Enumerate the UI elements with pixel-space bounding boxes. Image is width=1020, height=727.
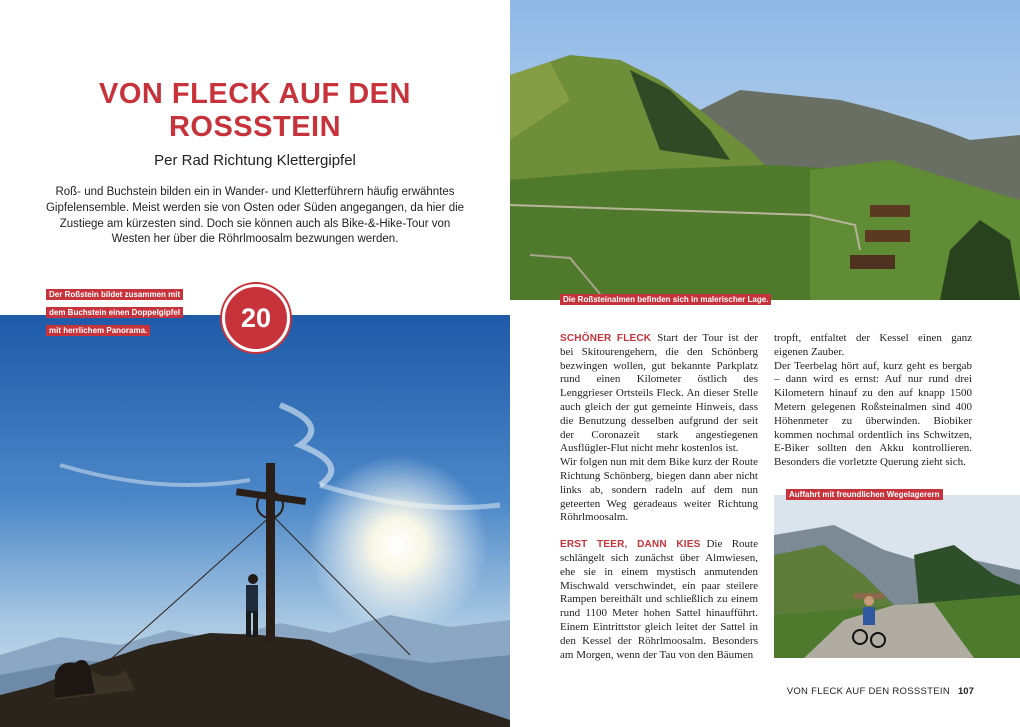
intro-paragraph: Roß- und Buchstein bilden ein in Wander- und Kletterführern häufig erwähntes Gipfelensemble. Meist werden sie von Osten oder Süden angegangen, da hier die Zustiege am kürzesten sind. Doch sie können auch als Bike-&-Hike-Tour von Westen her über die Röhrlmoosalm bezwungen werden.: [45, 186, 465, 246]
section-body: tropft, entfaltet der Kessel einen ganz eigenen Zauber.: [774, 332, 972, 358]
summit-caption-line: Der Roßstein bildet zusammen mit: [46, 289, 183, 300]
page-number: 107: [958, 686, 974, 697]
section-heading: ERST TEER, DANN KIES: [560, 539, 701, 551]
article-subtitle: Per Rad Richtung Klettergipfel: [154, 152, 356, 169]
alm-caption: Die Roßsteinalmen befinden sich in malerischer Lage.: [560, 294, 771, 305]
section-body: Wir folgen nun mit dem Bike kurz der Route Richtung Schönberg, biegen dann aber nicht links ab, sondern radeln auf dem nun geteerten Weg geradeaus weiter Richtung Röhrlmoosalm.: [560, 456, 758, 524]
summit-caption-line: dem Buchstein einen Doppelgipfel: [46, 307, 183, 318]
section-erst-teer: [560, 538, 758, 662]
section-schoener-fleck: [560, 332, 758, 456]
section-body: Der Teerbelag hört auf, kurz geht es bergab – dann wird es ernst: Auf nur rund drei Kilometern hinauf zu den auf knapp 1500 Metern gelegenen Roßsteinalmen sind 400 Höhenmeter zu überwinden. Biobiker kommen nochmal ordentlich ins Schwitzen, E-Biker sollten den Akku kontrollieren. Besonders die vorletzte Querung zieht sich.: [774, 359, 972, 469]
bike-photo: [774, 495, 1020, 658]
text-column-right: [774, 332, 972, 470]
section-body: Die Route schlängelt sich zunächst über Almwiesen, ehe sie in einem mystisch anmutenden Mischwald verschwindet, ein paar steilere Rampen bereithält und schließlich zu einem rund 1100 Meter hohen Sattel hinaufführt. Einem Eintrittstor gleich leitet der Sattel in den Kessel der Röhrlmoosalm. Besonders am Morgen, wenn der Tau von den Bäumen: [560, 538, 758, 661]
text-column-left: [560, 332, 758, 662]
bike-caption: Auffahrt mit freundlichen Wegelagerern: [786, 489, 943, 500]
summit-caption: [46, 284, 183, 338]
section-heading: SCHÖNER FLECK: [560, 333, 652, 344]
tour-number-badge: 20: [222, 284, 290, 352]
summit-cross-photo: [0, 315, 510, 727]
section-body: Start der Tour ist der bei Skitourengehern, die den Schönberg bezwingen wollen, gut bekannte Parkplatz rund einen Kilometer östlich des Lenggrieser Ortsteils Fleck. An dieser Stelle auch gleich der gut gemeinte Hinweis, dass die Benutzung desselben aufgrund der seit der Coronazeit stark angestiegenen Ausflügler-Flut nicht mehr kostenlos ist.: [560, 332, 758, 455]
alm-landscape-photo: [510, 0, 1020, 300]
running-title: VON FLECK AUF DEN ROSSSTEIN: [786, 686, 950, 697]
article-title: VON FLECK AUF DEN ROSSSTEIN: [99, 78, 411, 143]
summit-caption-line: mit herrlichem Panorama.: [46, 325, 150, 336]
